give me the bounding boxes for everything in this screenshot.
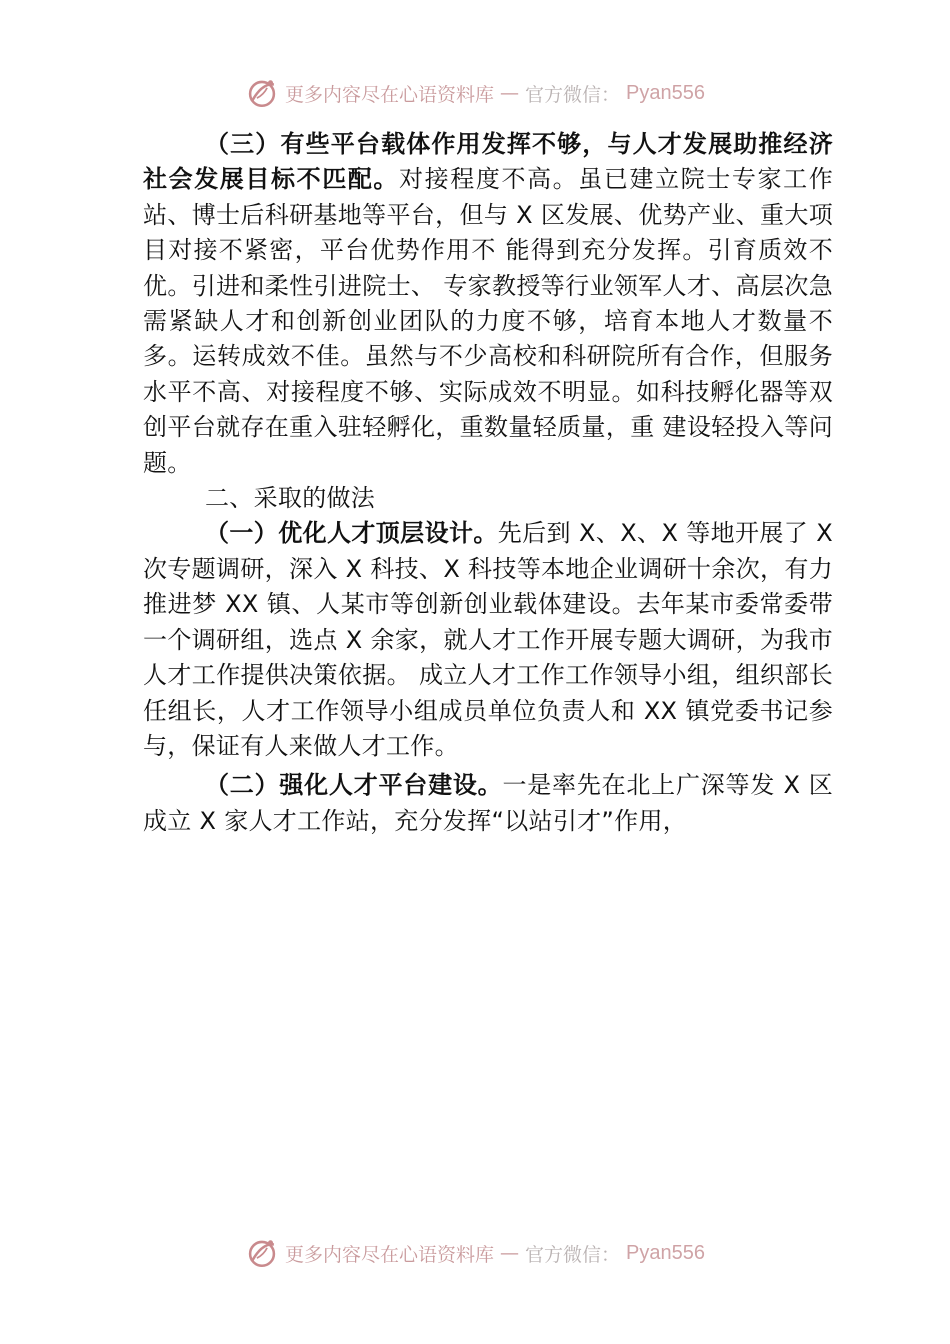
section-heading-measures [143, 481, 833, 516]
paragraph-text: 先后到 X、X、X 等地开展了 X 次专题调研，深入 X 科技、X 科技等本地企业调研十余次，有力推进梦 XX 镇、人某市等创新创业载体建设。去年某市委常委带一个调研组，选点 X 余家，就人才工作开展专题大调研，为我市人才工作提供决策依据。 成立人才工作工作领导小组，组织部长任组长，人才工作领导小组成员单位负责人和 XX 镇党委书记参与，保证有人来做人才工作。 [143, 519, 833, 760]
watermark-account: Pyan556 [626, 81, 705, 104]
paragraph-heading: （二）强化人才平台建设。 [205, 771, 503, 800]
watermark-account: Pyan556 [626, 1241, 705, 1264]
watermark-separator: — [500, 1242, 520, 1264]
header-watermark [0, 73, 950, 113]
watermark-wechat-label: 官方微信： [525, 83, 621, 106]
watermark-logo-icon [245, 76, 279, 110]
paragraph-top-level-design [143, 516, 833, 764]
watermark-separator: — [500, 82, 520, 104]
paragraph-heading: （三）有些平台载体作用发挥不够，与人才发展助推经济社会发展目标不匹配。 [143, 130, 833, 194]
paragraph-platform-building [143, 768, 833, 839]
paragraph-text: 一是率先在北上广深等发 X 区成立 X 家人才工作站，充分发挥“以站引才”作用， [143, 771, 833, 835]
watermark-text: 更多内容尽在心语资料库 [285, 1243, 495, 1266]
paragraph-text: 对接程度不高。虽已建立院士专家工作站、博士后科研基地等平台，但与 X 区发展、优势产业、重大项目对接不紧密，平台优势作用不 能得到充分发挥。引育质效不优。引进和柔性引进院士、 专家教授等行业领军人才、高层次急需紧缺人才和创新创业团队的力度不够，培育本地人才数量不多。运转成效不佳。虽然与不少高校和科研院所有合作，但服务水平不高、对接程度不够、实际成效不明显。如科技孵化器等双创平台就存在重入驻轻孵化，重数量轻质量，重 建设轻投入等问题。 [143, 165, 834, 477]
document-body [143, 127, 833, 839]
paragraph-platform-issues [143, 127, 833, 481]
section-heading-text: 二、采取的做法 [205, 484, 376, 513]
paragraph-heading: （一）优化人才顶层设计。 [205, 519, 498, 548]
watermark-logo-icon [245, 1236, 279, 1270]
watermark-wechat-label: 官方微信： [525, 1243, 621, 1266]
watermark-text: 更多内容尽在心语资料库 [285, 83, 495, 106]
footer-watermark [0, 1233, 950, 1273]
